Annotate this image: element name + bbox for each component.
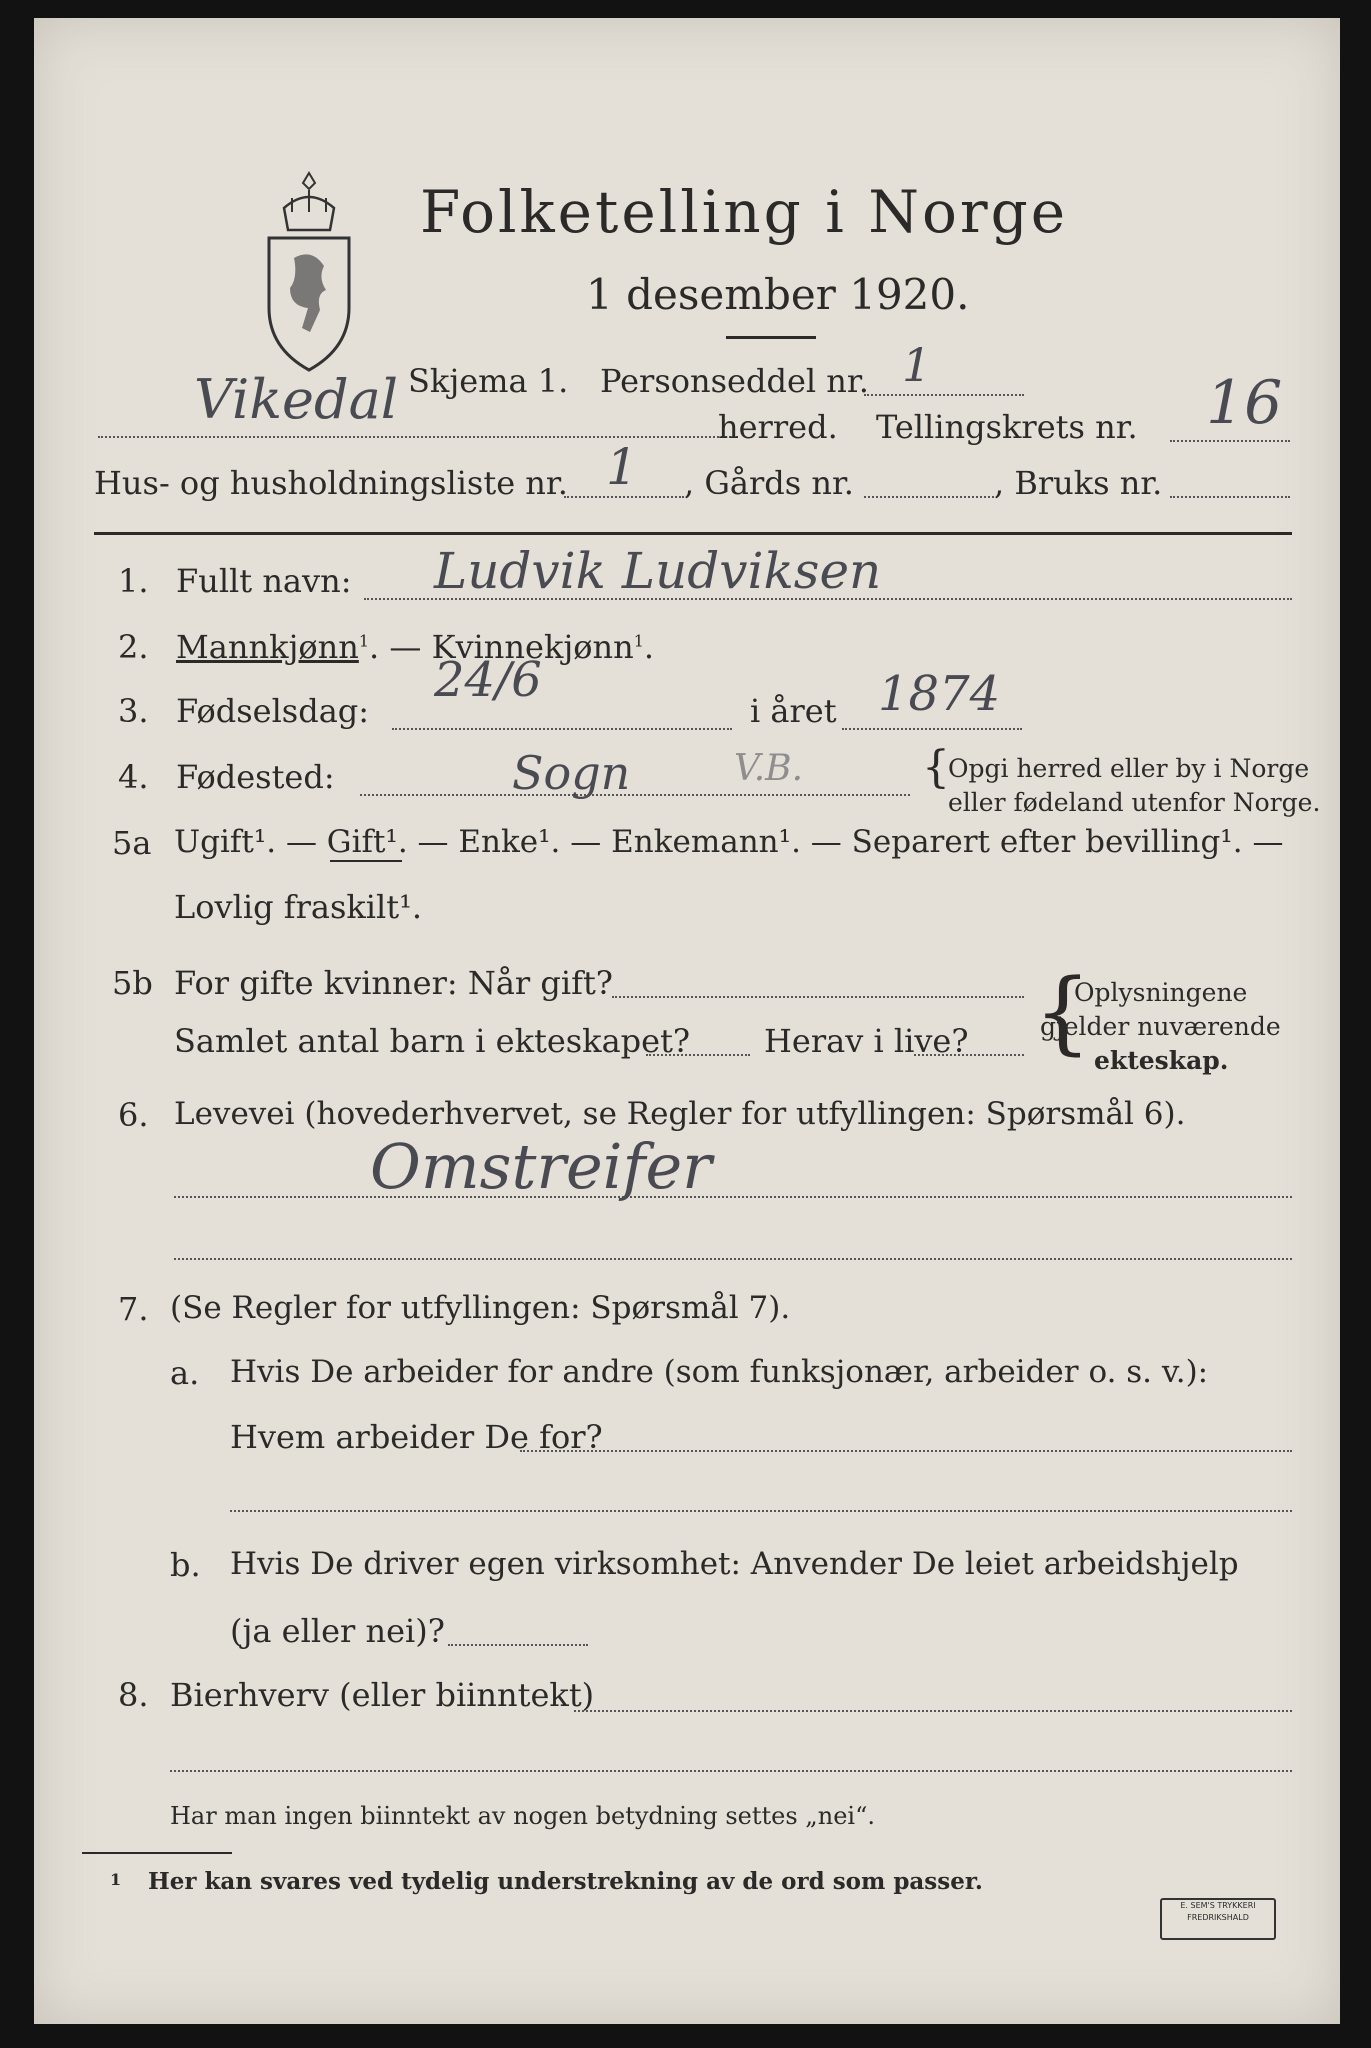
gards-line bbox=[864, 496, 994, 498]
printer-stamp-line-2: FREDRIKSHALD bbox=[1187, 1913, 1249, 1922]
q1-number: 1. bbox=[118, 562, 149, 600]
q3-number: 3. bbox=[118, 692, 149, 730]
personseddel-line bbox=[864, 394, 1024, 396]
q8-label: Bierhverv (eller biinntekt) bbox=[170, 1676, 595, 1714]
q8-note: Har man ingen biinntekt av nogen betydning settes „nei“. bbox=[170, 1802, 875, 1830]
birthdate-line bbox=[392, 728, 732, 730]
employer-line-1 bbox=[520, 1450, 1292, 1452]
q5b-children-label: Samlet antal barn i ekteskapet? bbox=[174, 1022, 691, 1060]
q7b-line-2: (ja eller nei)? bbox=[230, 1612, 445, 1650]
census-form-page bbox=[34, 18, 1340, 2024]
birthyear-value: 1874 bbox=[878, 666, 1001, 722]
gards-label: , Gårds nr. bbox=[684, 464, 854, 502]
q1-label: Fullt navn: bbox=[176, 562, 352, 600]
hus-label: Hus- og husholdningsliste nr. bbox=[94, 464, 568, 502]
male-footnote-mark: 1 bbox=[358, 631, 370, 651]
footnote-divider bbox=[82, 1852, 232, 1854]
q5b-note-2: gjelder nuværende bbox=[1040, 1012, 1281, 1041]
q5a-number: 5a bbox=[112, 824, 152, 862]
q4-number: 4. bbox=[118, 758, 149, 796]
q7a-line-2: Hvem arbeider De for? bbox=[230, 1418, 603, 1456]
when-married-line bbox=[612, 996, 1024, 998]
printer-stamp-line-1: E. SEM'S TRYKKERI bbox=[1180, 1901, 1256, 1910]
q5b-alive-label: Herav i live? bbox=[764, 1022, 969, 1060]
q7a-line-1: Hvis De arbeider for andre (som funksjonær, arbeider o. s. v.): bbox=[230, 1354, 1209, 1390]
q4-note-1: Opgi herred eller by i Norge bbox=[948, 754, 1310, 783]
q4-note-2: eller fødeland utenfor Norge. bbox=[948, 788, 1321, 817]
q2-number: 2. bbox=[118, 628, 149, 666]
form-title: Folketelling i Norge bbox=[420, 178, 1069, 246]
q4-label: Fødested: bbox=[176, 758, 335, 796]
printer-stamp bbox=[1160, 1898, 1276, 1940]
employer-line-2 bbox=[230, 1510, 1292, 1512]
title-divider bbox=[726, 336, 816, 339]
gender-separator: . — bbox=[369, 628, 432, 666]
q6-number: 6. bbox=[118, 1096, 149, 1134]
q5b-note-1: Oplysningene bbox=[1074, 978, 1248, 1007]
tellingskrets-line bbox=[1170, 440, 1290, 442]
q7b-line-1: Hvis De driver egen virksomhet: Anvender De leiet arbeidshjelp bbox=[230, 1546, 1239, 1582]
female-footnote-mark: 1 bbox=[633, 631, 644, 651]
side-income-line-1 bbox=[574, 1710, 1292, 1712]
birthyear-line bbox=[842, 728, 1022, 730]
divorced-option: Lovlig fraskilt¹. bbox=[174, 888, 423, 926]
q8-number: 8. bbox=[118, 1676, 149, 1714]
q5b-number: 5b bbox=[112, 964, 153, 1002]
q7-number: 7. bbox=[118, 1290, 149, 1328]
birthplace-value: Sogn bbox=[512, 746, 631, 800]
skjema-label: Skjema 1. bbox=[408, 362, 569, 400]
married-underline bbox=[330, 860, 402, 862]
personseddel-label: Personseddel nr. bbox=[600, 362, 869, 400]
section-divider bbox=[94, 532, 1292, 535]
birthplace-annotation: V.B. bbox=[734, 748, 804, 789]
census-date: 1 desember 1920. bbox=[586, 270, 970, 319]
hired-help-line bbox=[448, 1644, 588, 1646]
q3-label: Fødselsdag: bbox=[176, 692, 370, 730]
marital-status-options: Ugift¹. — Gift¹. — Enke¹. — Enkemann¹. — Separert efter bevilling¹. — bbox=[174, 824, 1284, 860]
bruks-line bbox=[1170, 496, 1290, 498]
norway-coat-of-arms-icon bbox=[254, 168, 364, 378]
footnote-mark: 1 bbox=[110, 1870, 122, 1889]
q5b-brace: { bbox=[1034, 960, 1092, 1065]
q7-label: (Se Regler for utfyllingen: Spørsmål 7). bbox=[170, 1290, 791, 1326]
herred-value: Vikedal bbox=[194, 368, 399, 431]
footnote-text: Her kan svares ved tydelig understrekning av de ord som passer. bbox=[148, 1868, 983, 1895]
q5b-when-married: For gifte kvinner: Når gift? bbox=[174, 964, 613, 1002]
q4-brace: { bbox=[922, 742, 950, 793]
male-option: Mannkjønn bbox=[176, 628, 359, 666]
alive-line bbox=[914, 1054, 1024, 1056]
personseddel-value: 1 bbox=[902, 338, 932, 392]
q6-label: Levevei (hovederhvervet, se Regler for utfyllingen: Spørsmål 6). bbox=[174, 1096, 1186, 1132]
occupation-value: Omstreifer bbox=[370, 1130, 712, 1203]
herred-line bbox=[98, 436, 738, 438]
children-line bbox=[646, 1054, 750, 1056]
q2-gender-line bbox=[176, 628, 654, 666]
herred-label: herred. bbox=[718, 408, 838, 446]
tellingskrets-label: Tellingskrets nr. bbox=[876, 408, 1138, 446]
occupation-line-2 bbox=[174, 1258, 1292, 1260]
gender-end: . bbox=[643, 628, 655, 666]
tellingskrets-value: 16 bbox=[1206, 368, 1283, 438]
female-option: Kvinnekjønn bbox=[431, 628, 634, 666]
occupation-line-1 bbox=[174, 1196, 1292, 1198]
birthplace-line bbox=[360, 794, 910, 796]
hus-value: 1 bbox=[606, 438, 638, 496]
year-label: i året bbox=[750, 692, 837, 730]
birthdate-value: 24/6 bbox=[434, 652, 542, 708]
q7a-number: a. bbox=[170, 1354, 200, 1392]
side-income-line-2 bbox=[170, 1770, 1292, 1772]
q5b-note-3: ekteskap. bbox=[1094, 1046, 1229, 1075]
q7b-number: b. bbox=[170, 1546, 201, 1584]
bruks-label: , Bruks nr. bbox=[994, 464, 1163, 502]
hus-line bbox=[564, 496, 684, 498]
full-name-value: Ludvik Ludviksen bbox=[434, 542, 882, 600]
